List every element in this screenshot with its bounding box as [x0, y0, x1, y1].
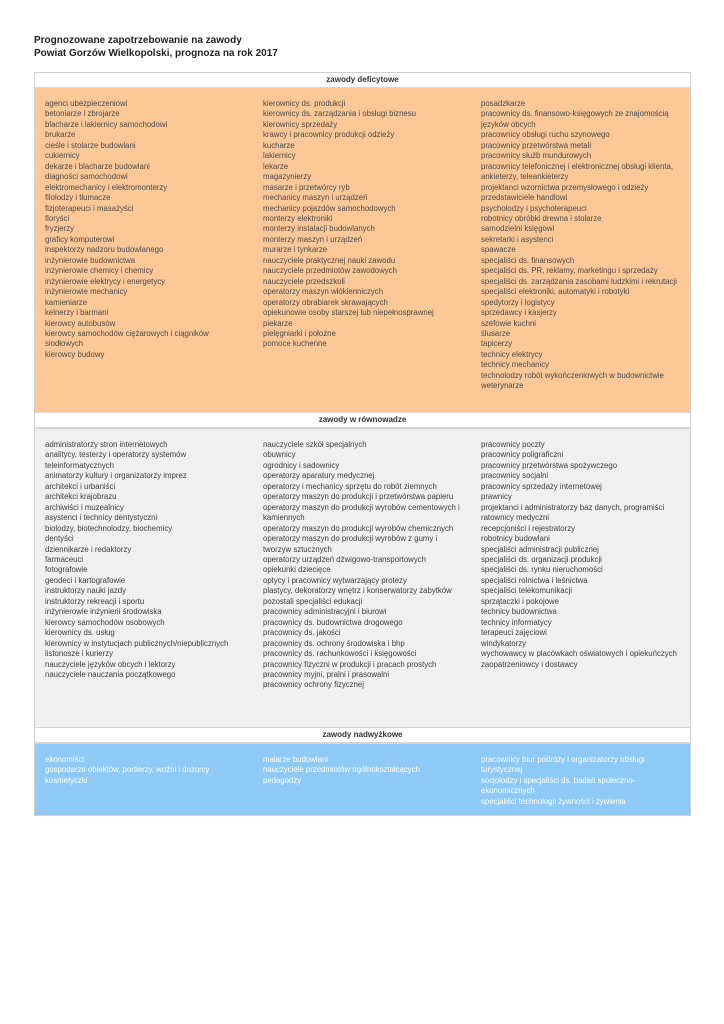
list-item: lekarze	[263, 161, 289, 171]
list-item: administratorzy stron internetowych	[45, 440, 168, 449]
list-item: operatorzy i mechanicy sprzętu do robót ziemnych	[263, 481, 437, 491]
list-item: dekarze i blacharze budowlani	[45, 161, 150, 171]
list-item: kierownicy ds. zarządzania i obsługi biznesu	[263, 109, 416, 119]
list-item: specjaliści ds. organizacji produkcji	[481, 554, 602, 564]
list-item: monterzy elektroniki	[263, 213, 333, 223]
list-item: masarze i przetwórcy ryb	[263, 182, 350, 192]
list-item: kierownicy ds. produkcji	[263, 99, 346, 108]
list-item: sekretarki i asystenci	[481, 234, 554, 244]
list-item: agenci ubezpieczeniowi	[45, 99, 128, 108]
list-item: asystenci i technicy dentystyczni	[45, 513, 158, 523]
list-item: nauczyciele szkół specjalnych	[263, 440, 367, 449]
list-item: przedstawiciele handlowi	[481, 193, 568, 203]
list-item: specjaliści rolnictwa i leśnictwa	[481, 575, 588, 585]
list-item: technolodzy robót wykończeniowych w budownictwie	[481, 370, 664, 380]
list-item: specjaliści ds. finansowych	[481, 255, 575, 265]
list-item: krawcy i pracownicy produkcji odzieży	[263, 130, 395, 140]
list-item: specjaliści ds. zarządzania zasobami ludzkimi i rekrutacji	[481, 276, 677, 286]
list-item: fizjoterapeuci i masażyści	[45, 203, 134, 213]
list-item: specjaliści technologii żywności i żywienia	[481, 796, 626, 806]
section-heading-surplus: zawody nadwyżkowe	[35, 727, 690, 743]
list-item: instruktorzy nauki jazdy	[45, 586, 127, 596]
list-item: diagności samochodowi	[45, 172, 128, 182]
list-item: pracownicy ds. jakości	[263, 628, 341, 638]
list-item: animatorzy kultury i organizatorzy imprez	[45, 471, 187, 481]
list-item: pielęgniarki i położne	[263, 328, 336, 338]
list-item: biolodzy, biotechnolodzy, biochemicy	[45, 523, 173, 533]
section-body-deficit	[35, 88, 690, 412]
list-item: inżynierowie elektrycy i energetycy	[45, 276, 166, 286]
list-item: sprzątaczki i pokojowe	[481, 596, 560, 606]
list-item: pracownicy sprzedaży internetowej	[481, 481, 602, 491]
list-item: inżynierowie inżynierii środowiska	[45, 607, 162, 617]
list-item: socjolodzy i specjaliści ds. badań społeczno-ekonomicznych	[481, 775, 636, 796]
occupation-table	[34, 72, 691, 816]
section-heading-balance: zawody w równowadze	[35, 412, 690, 428]
list-item: obuwnicy	[263, 450, 296, 460]
list-item: piekarze	[263, 318, 293, 328]
list-item: operatorzy maszyn do produkcji wyrobów cementowych i kamiennych	[263, 502, 460, 523]
list-item: operatorzy urządzeń dźwigowo-transportowych	[263, 554, 426, 564]
list-item: terapeuci zajęciowi	[481, 628, 547, 638]
list-item: specjaliści administracji publicznej	[481, 544, 599, 554]
list-item: pracownicy przetwórstwa metali	[481, 140, 592, 150]
column-2	[253, 440, 471, 727]
list-item: specjaliści telekomunikacji	[481, 586, 573, 596]
section-body-balance	[35, 428, 690, 727]
list-item: inspektorzy nadzoru budowlanego	[45, 245, 164, 255]
column-3	[471, 99, 689, 412]
list-item: lakiernicy	[263, 151, 296, 161]
list-item: pozostali specjaliści edukacji	[263, 596, 363, 606]
list-item: betoniarze i zbrojarze	[45, 109, 120, 119]
page-subtitle: Powiat Gorzów Wielkopolski, prognoza na rok 2017	[34, 48, 278, 59]
list-item: specjaliści ds. rynku nieruchomości	[481, 565, 603, 575]
list-item: projektanci wzornictwa przemysłowego i odzieży	[481, 182, 649, 192]
list-item: architekci krajobrazu	[45, 492, 117, 502]
list-item: prawnicy	[481, 492, 512, 502]
list-item: kierownicy sprzedaży	[263, 119, 338, 129]
column-3	[471, 440, 689, 727]
list-item: spedytorzy i logistycy	[481, 297, 555, 307]
list-item: geodeci i kartografowie	[45, 575, 126, 585]
list-item: inżynierowie budownictwa	[45, 255, 136, 265]
list-item: technicy elektrycy	[481, 349, 543, 359]
list-item: graficy komputerowi	[45, 234, 115, 244]
list-item: pedagodzy	[263, 775, 302, 785]
list-item: operatorzy obrabiarek skrawających	[263, 297, 388, 307]
list-item: kierownicy ds. usług	[45, 628, 115, 638]
list-item: nauczyciele języków obcych i lektorzy	[45, 659, 176, 669]
list-item: robotnicy obróbki drewna i stolarze	[481, 213, 602, 223]
list-item: pracownicy fizyczni w produkcji i pracach prostych	[263, 659, 437, 669]
list-item: ślusarze	[481, 328, 511, 338]
list-item: fryzjerzy	[45, 224, 75, 234]
list-item: operatorzy maszyn do produkcji i przetwórstwa papieru	[263, 492, 454, 502]
column-3	[471, 755, 689, 815]
list-item: cukiernicy	[45, 151, 80, 161]
list-item: kamieniarze	[45, 297, 88, 307]
list-item: dziennikarze i redaktorzy	[45, 544, 132, 554]
list-item: nauczyciele przedmiotów zawodowych	[263, 266, 397, 276]
list-item: listonosze i kurierzy	[45, 649, 114, 659]
list-item: optycy i pracownicy wytwarzający protezy	[263, 575, 407, 585]
list-item: pracownicy administracyjni i biurowi	[263, 607, 387, 617]
list-item: kierowcy budowy	[45, 349, 105, 359]
list-item: pracownicy ds. rachunkowości i księgowości	[263, 649, 417, 659]
list-item: monterzy instalacji budowlanych	[263, 224, 375, 234]
list-item: mechanicy pojazdów samochodowych	[263, 203, 396, 213]
list-item: gospodarze obiektów, portierzy, woźni i dozorcy	[45, 765, 210, 775]
list-item: spawacze	[481, 245, 516, 255]
list-item: kierownicy w instytucjach publicznych/niepublicznych	[45, 638, 229, 648]
list-item: recepcjoniści i rejestratorzy	[481, 523, 576, 533]
list-item: nauczyciele praktycznej nauki zawodu	[263, 255, 396, 265]
section-heading-deficit: zawody deficytowe	[35, 73, 690, 88]
list-item: farmaceuci	[45, 554, 84, 564]
list-item: pomoce kuchenne	[263, 339, 327, 349]
list-item: kierowcy autobusów	[45, 318, 116, 328]
list-item: inżynierowie chemicy i chemicy	[45, 266, 154, 276]
list-item: psycholodzy i psychoterapeuci	[481, 203, 587, 213]
list-item: cieśle i stolarze budowlani	[45, 140, 136, 150]
list-item: technicy mechanicy	[481, 360, 550, 370]
list-item: ekonomiści	[45, 755, 84, 764]
column-1	[35, 440, 253, 727]
list-item: plastycy, dekoratorzy wnętrz i konserwatorzy zabytków	[263, 586, 452, 596]
list-item: mechanicy maszyn i urządzeń	[263, 193, 368, 203]
list-item: analitycy, testerzy i operatorzy systemów teleinformatycznych	[45, 450, 187, 470]
list-item: malarze budowlani	[263, 755, 329, 764]
page-title: Prognozowane zapotrzebowanie na zawody	[34, 35, 242, 46]
list-item: murarze i tynkarze	[263, 245, 328, 255]
list-item: filolodzy i tłumacze	[45, 193, 111, 203]
list-item: operatorzy maszyn do produkcji wyrobów chemicznych	[263, 523, 454, 533]
list-item: architekci i urbaniści	[45, 481, 116, 491]
list-item: samodzielni księgowi	[481, 224, 555, 234]
list-item: pracownicy biur podróży i organizatorzy obsługi turystycznej	[481, 755, 645, 775]
list-item: pracownicy ds. finansowo-księgowych ze znajomością języków obcych	[481, 109, 669, 129]
list-item: floryści	[45, 213, 70, 223]
list-item: technicy budownictwa	[481, 607, 557, 617]
list-item: pracownicy poczty	[481, 440, 545, 449]
list-item: ogrodnicy i sadownicy	[263, 460, 340, 470]
list-item: blacharze i lakiernicy samochodowi	[45, 119, 168, 129]
list-item: kucharze	[263, 140, 295, 150]
list-item: kierowcy samochodów ciężarowych i ciągników siodłowych	[45, 328, 209, 349]
list-item: projektanci i administratorzy baz danych, programiści	[481, 502, 665, 512]
list-item: nauczyciele nauczania początkowego	[45, 669, 176, 679]
column-1	[35, 755, 253, 815]
list-item: specjaliści ds. PR, reklamy, marketingu i sprzedaży	[481, 266, 658, 276]
column-1	[35, 99, 253, 412]
list-item: pracownicy poligraficzni	[481, 450, 564, 460]
list-item: posadzkarze	[481, 99, 526, 108]
list-item: magazynierzy	[263, 172, 312, 182]
list-item: pracownicy telefonicznej i elektronicznej obsługi klienta, ankieterzy, teleankieterzy	[481, 161, 673, 182]
column-2	[253, 99, 471, 412]
list-item: operatorzy maszyn do produkcji wyrobów z gumy i tworzyw sztucznych	[263, 534, 438, 554]
list-item: sprzedawcy i kasjerzy	[481, 308, 557, 318]
list-item: dentyści	[45, 534, 74, 544]
list-item: fotografowie	[45, 565, 88, 575]
list-item: pracownicy myjni, pralni i prasowalni	[263, 669, 390, 679]
list-item: archiwiści i muzealnicy	[45, 502, 124, 512]
list-item: pracownicy ds. ochrony środowiska i bhp	[263, 638, 405, 648]
list-item: kierowcy samochodów osobowych	[45, 617, 165, 627]
list-item: windykatorzy	[481, 638, 527, 648]
list-item: inżynierowie mechanicy	[45, 287, 128, 297]
list-item: pracownicy ochrony fizycznej	[263, 680, 364, 690]
list-item: zaopatrzeniowcy i dostawcy	[481, 659, 578, 669]
list-item: pracownicy przetwórstwa spożywczego	[481, 460, 618, 470]
list-item: robotnicy budowlani	[481, 534, 550, 544]
list-item: nauczyciele przedmiotów ogólnokształcących	[263, 765, 420, 775]
list-item: weterynarze	[481, 381, 524, 391]
list-item: opiekunki dziecięce	[263, 565, 331, 575]
list-item: pracownicy służb mundurowych	[481, 151, 592, 161]
list-item: pracownicy socjalni	[481, 471, 549, 481]
list-item: opiekunowie osoby starszej lub niepełnosprawnej	[263, 308, 434, 318]
list-item: tapicerzy	[481, 339, 513, 349]
list-item: pracownicy ds. budownictwa drogowego	[263, 617, 403, 627]
list-item: szefowie kuchni	[481, 318, 537, 328]
list-item: operatorzy maszyn włókienniczych	[263, 287, 384, 297]
list-item: kelnerzy i barmani	[45, 308, 109, 318]
list-item: pracownicy obsługi ruchu szynowego	[481, 130, 610, 140]
list-item: monterzy maszyn i urządzeń	[263, 234, 363, 244]
list-item: elektromechanicy i elektromonterzy	[45, 182, 168, 192]
list-item: ratownicy medyczni	[481, 513, 550, 523]
list-item: operatorzy aparatury medycznej	[263, 471, 375, 481]
list-item: technicy informatycy	[481, 617, 552, 627]
column-2	[253, 755, 471, 815]
list-item: nauczyciele przedszkoli	[263, 276, 345, 286]
section-body-surplus	[35, 743, 690, 815]
list-item: brukarze	[45, 130, 76, 140]
page-title-block	[34, 34, 278, 60]
list-item: instruktorzy rekreacji i sportu	[45, 596, 145, 606]
list-item: specjaliści elektroniki, automatyki i robotyki	[481, 287, 630, 297]
list-item: wychowawcy w placówkach oświatowych i opiekuńczych	[481, 649, 677, 659]
list-item: kosmetyczki	[45, 775, 88, 785]
